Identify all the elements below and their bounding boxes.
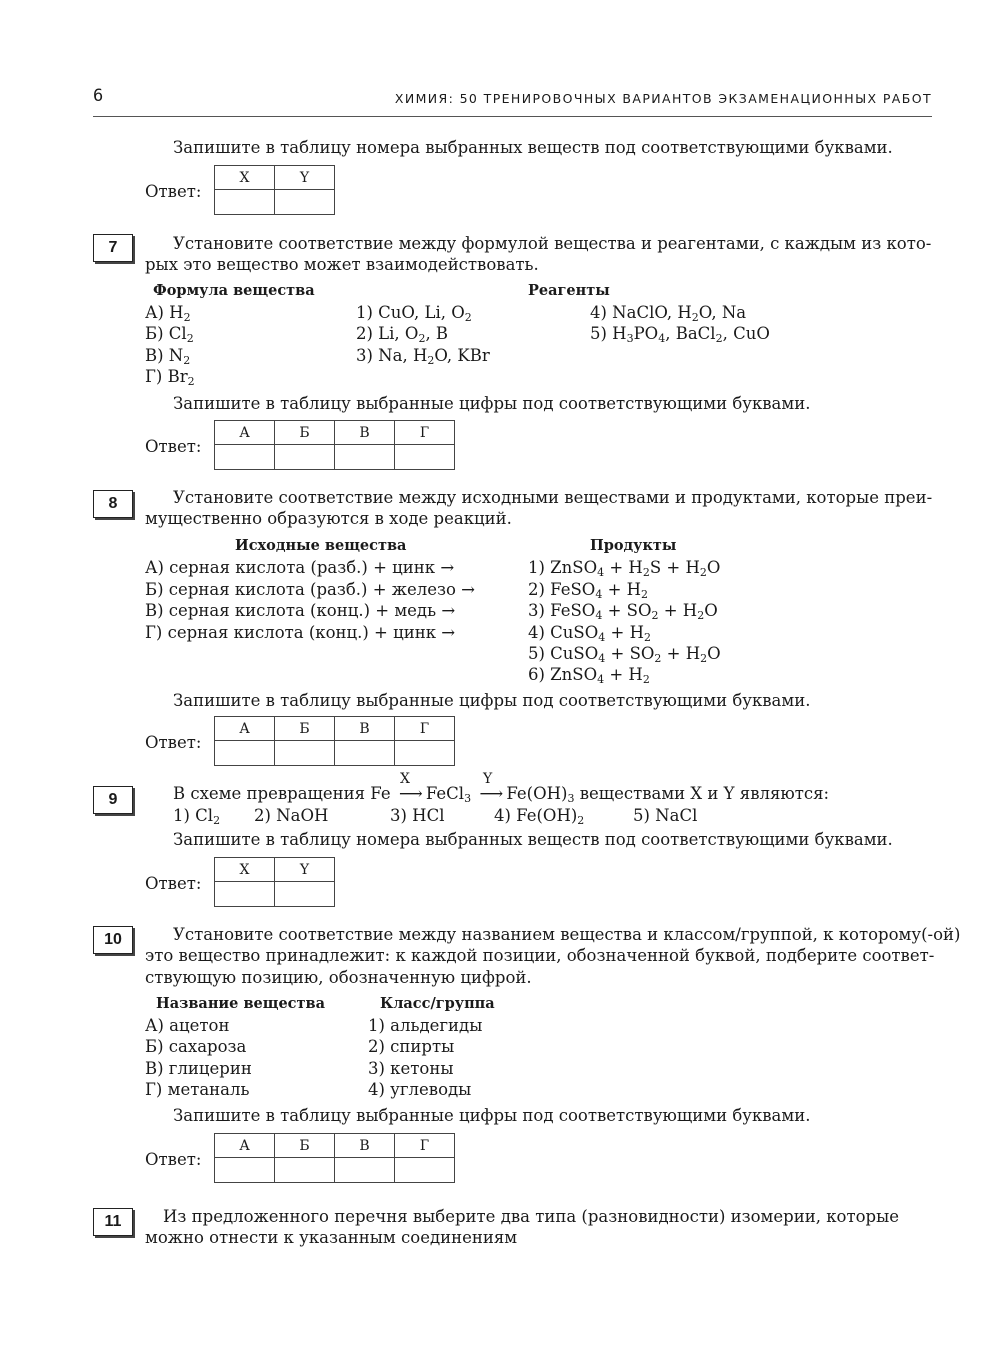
option-item: 3) HCl [390, 806, 445, 825]
table-header-cell: Г [395, 1134, 455, 1158]
question-text: Установите соответствие между формулой вещества и реагентами, с каждым из кото- [173, 234, 932, 253]
product-item: 2) FeSO$_4$ + $H_2$ [528, 580, 649, 601]
option-item: 2) NaOH [254, 806, 329, 825]
answer-cell[interactable] [395, 1158, 455, 1183]
formula-item: В) $N_2$ [145, 346, 191, 367]
reagent-item: 5) $H_3PO_4$, BaCl$_2$, CuO [590, 324, 770, 345]
question-number-7: 7 [93, 234, 133, 262]
table-header-cell: Б [275, 421, 335, 445]
reagent-item: 3) Na, $H_2O$, KBr [356, 346, 490, 367]
instruction-text: Запишите в таблицу выбранные цифры под соответствующими буквами. [173, 1106, 811, 1125]
answer-cell[interactable] [335, 1158, 395, 1183]
question-text: мущественно образуются в ходе реакций. [145, 509, 512, 528]
table-header-cell: В [335, 717, 395, 741]
question-number-9: 9 [93, 786, 133, 814]
table-header-cell: А [215, 421, 275, 445]
table-header-cell: Г [395, 717, 455, 741]
column-heading: Формула вещества [153, 282, 315, 299]
question-text: Установите соответствие между названием вещества и классом/группой, к которому(-ой) [173, 925, 961, 944]
book-title: ХИМИЯ: 50 ТРЕНИРОВОЧНЫХ ВАРИАНТОВ ЭКЗАМЕНАЦИОННЫХ РАБОТ [394, 91, 932, 106]
formula-item: Б) $Cl_2$ [145, 324, 194, 345]
table-header-cell: А [215, 1134, 275, 1158]
question-text: Из предложенного перечня выберите два типа (разновидности) изомерии, которые [163, 1207, 899, 1226]
reagent-item: 4) NaClO, $H_2O$, Na [590, 303, 747, 324]
answer-label: Ответ: [145, 733, 202, 752]
answer-cell[interactable] [275, 1158, 335, 1183]
answer-label: Ответ: [145, 437, 202, 456]
scheme-outro: веществами X и Y являются: [579, 784, 830, 803]
class-item: 4) углеводы [368, 1080, 472, 1099]
page-number: 6 [93, 86, 104, 106]
arrow-label-y: Y [483, 771, 493, 787]
column-heading: Название вещества [156, 995, 325, 1012]
answer-label: Ответ: [145, 1150, 202, 1169]
class-item: 1) альдегиды [368, 1016, 483, 1035]
answer-table-q10 [214, 1133, 455, 1183]
name-item: Г) метаналь [145, 1080, 250, 1099]
arrow-icon: ⟶ [399, 784, 423, 803]
table-header-cell: X [215, 858, 275, 882]
option-item: 5) NaCl [633, 806, 698, 825]
question-number-10: 10 [93, 926, 133, 954]
answer-cell[interactable] [215, 1158, 275, 1183]
instruction-text: Запишите в таблицу номера выбранных веществ под соответствующими буквами. [173, 138, 893, 157]
question-text: это вещество принадлежит: к каждой позиции, обозначенной буквой, подберите соответ- [145, 946, 935, 965]
table-header-cell: В [335, 1134, 395, 1158]
table-header-cell: В [335, 421, 395, 445]
class-item: 3) кетоны [368, 1059, 454, 1078]
formula-item: А) $H_2$ [145, 303, 191, 324]
question-text: рых это вещество может взаимодействовать. [145, 255, 539, 274]
reagent-item: 2) Li, $O_2$, B [356, 324, 449, 345]
answer-cell[interactable] [275, 190, 335, 215]
formula-item: Г) $Br_2$ [145, 367, 195, 388]
scheme-intro: В схеме превращения Fe [173, 784, 391, 803]
answer-cell[interactable] [335, 445, 395, 470]
question-text: Установите соответствие между исходными веществами и продуктами, которые преи- [173, 488, 933, 507]
source-item: В) серная кислота (конц.) + медь → [145, 601, 456, 620]
table-header-cell: Y [275, 858, 335, 882]
answer-table-q7 [214, 420, 455, 470]
answer-cell[interactable] [215, 445, 275, 470]
column-heading: Продукты [590, 537, 677, 554]
answer-cell[interactable] [215, 882, 275, 907]
column-heading: Класс/группа [380, 995, 495, 1012]
answer-cell[interactable] [215, 741, 275, 766]
instruction-text: Запишите в таблицу выбранные цифры под соответствующими буквами. [173, 691, 811, 710]
answer-cell[interactable] [215, 190, 275, 215]
table-header-cell: Б [275, 1134, 335, 1158]
product-item: 1) ZnSO$_4$ + $H_2S + H_2O$ [528, 558, 721, 579]
arrow-icon: ⟶ [479, 784, 504, 803]
class-item: 2) спирты [368, 1037, 455, 1056]
instruction-text: Запишите в таблицу номера выбранных веществ под соответствующими буквами. [173, 830, 893, 849]
source-item: А) серная кислота (разб.) + цинк → [145, 558, 455, 577]
source-item: Б) серная кислота (разб.) + железо → [145, 580, 475, 599]
product-item: 3) FeSO$_4$ + $SO_2 + H_2O$ [528, 601, 718, 622]
question-text: В схеме превращения Fe ⟶ FeCl$_3$ ⟶ $Fe(OH)_3$ веществами X и Y являются: [173, 784, 830, 805]
answer-table-q9 [214, 857, 335, 907]
answer-cell[interactable] [395, 741, 455, 766]
answer-cell[interactable] [275, 882, 335, 907]
reagent-item: 1) CuO, Li, $O_2$ [356, 303, 472, 324]
question-number-8: 8 [93, 490, 133, 518]
name-item: Б) сахароза [145, 1037, 247, 1056]
answer-cell[interactable] [395, 445, 455, 470]
answer-cell[interactable] [275, 445, 335, 470]
option-item: 1) $Cl_2$ [173, 806, 221, 827]
table-header-cell: X [215, 166, 275, 190]
answer-cell[interactable] [335, 741, 395, 766]
table-header-cell: Б [275, 717, 335, 741]
answer-table-q8 [214, 716, 455, 766]
product-item: 6) ZnSO$_4$ + $H_2$ [528, 665, 650, 686]
question-text: можно отнести к указанным соединениям [145, 1228, 518, 1247]
table-header-cell: Y [275, 166, 335, 190]
option-item: 4) $Fe(OH)_2$ [494, 806, 585, 827]
column-heading: Реагенты [528, 282, 610, 299]
question-text: ствующую позицию, обозначенную цифрой. [145, 968, 532, 987]
header-divider [93, 116, 932, 117]
answer-label: Ответ: [145, 182, 202, 201]
question-number-11: 11 [93, 1208, 133, 1236]
arrow-label-x: X [400, 771, 410, 787]
name-item: В) глицерин [145, 1059, 252, 1078]
answer-table-q6 [214, 165, 335, 215]
table-header-cell: А [215, 717, 275, 741]
name-item: А) ацетон [145, 1016, 230, 1035]
table-header-cell: Г [395, 421, 455, 445]
answer-label: Ответ: [145, 874, 202, 893]
product-item: 5) CuSO$_4$ + $SO_2 + H_2O$ [528, 644, 721, 665]
answer-cell[interactable] [275, 741, 335, 766]
source-item: Г) серная кислота (конц.) + цинк → [145, 623, 456, 642]
product-item: 4) CuSO$_4$ + $H_2$ [528, 623, 651, 644]
instruction-text: Запишите в таблицу выбранные цифры под соответствующими буквами. [173, 394, 811, 413]
column-heading: Исходные вещества [235, 537, 407, 554]
